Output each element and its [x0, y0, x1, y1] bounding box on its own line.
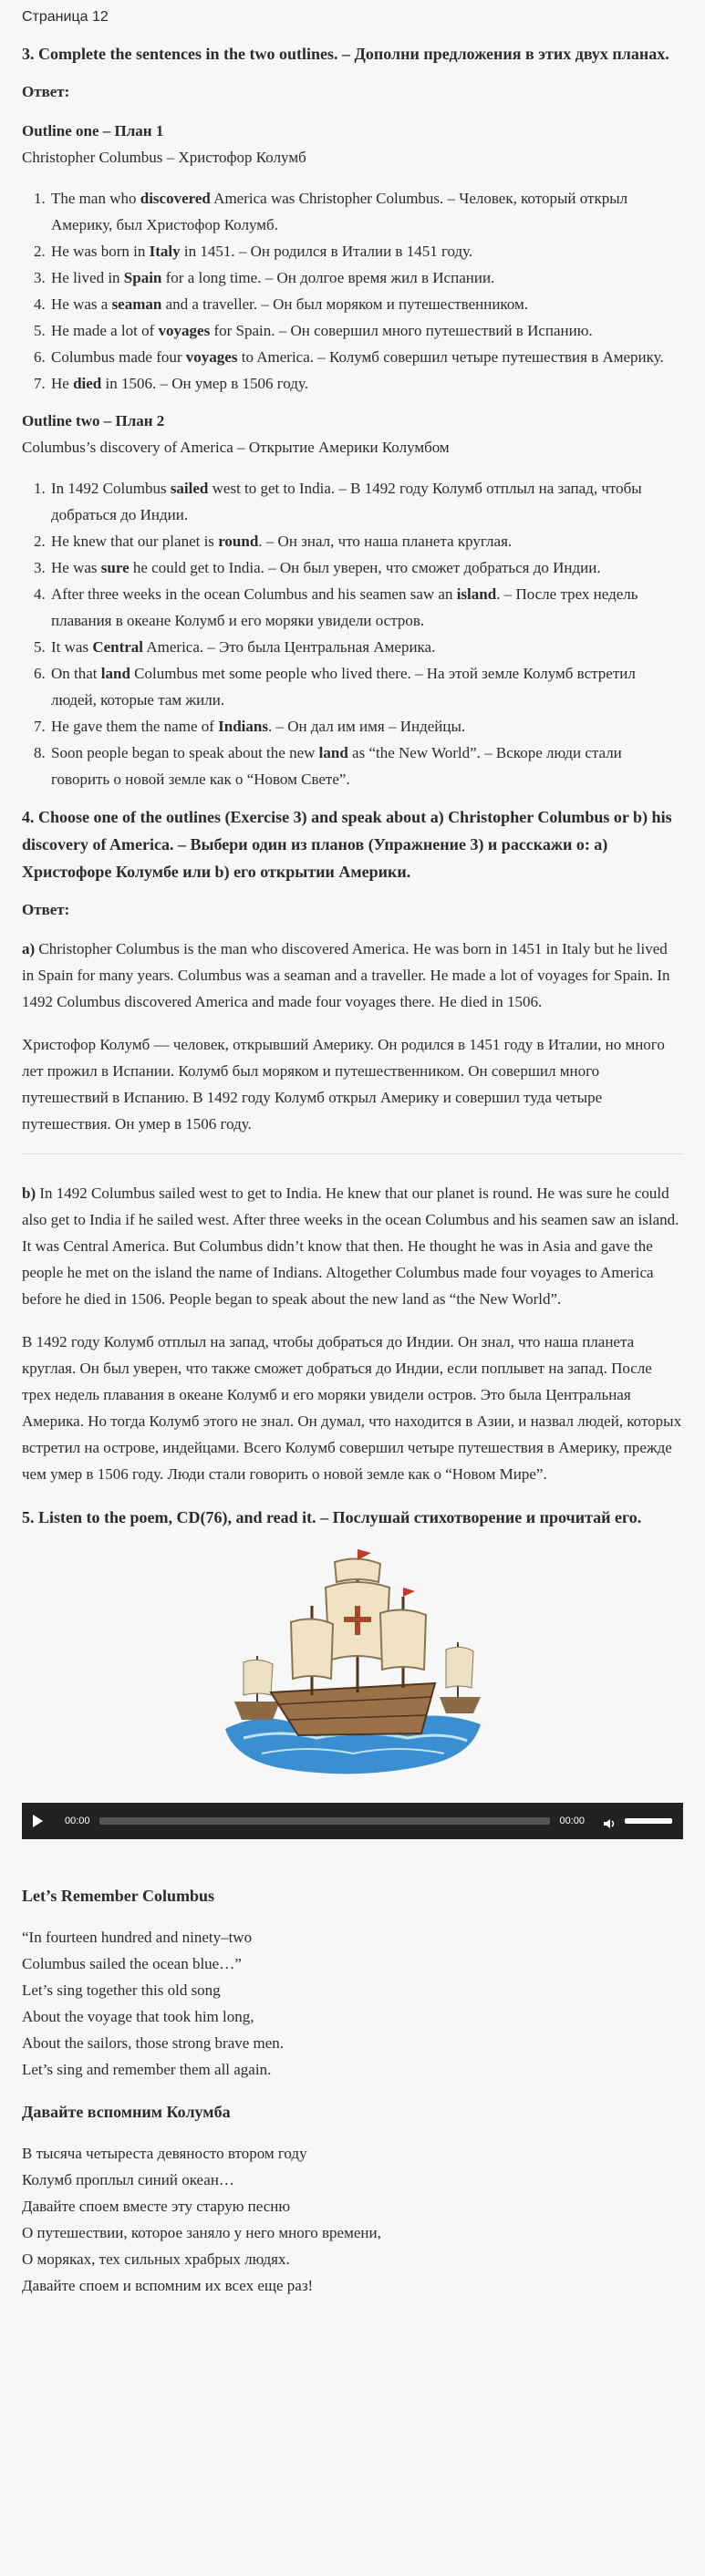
current-time: 00:00 [65, 1815, 90, 1826]
poem-line: Columbus sailed the ocean blue…” [22, 1955, 242, 1972]
poem-line: В тысяча четыреста девяносто втором году [22, 2145, 307, 2162]
answer-label: Ответ: [22, 83, 70, 100]
play-icon[interactable] [33, 1815, 43, 1827]
poem-line: Let’s sing together this old song [22, 1981, 221, 1999]
poem-english-title: Let’s Remember Columbus [22, 1887, 214, 1905]
ship-illustration [22, 1542, 683, 1788]
exercise-3-heading: 3. Complete the sentences in the two outlines. – Дополни предложения в этих двух планах. [22, 45, 669, 63]
list-item: 8. Soon people began to speak about the new land as “the New World”. – Вскоре люди стали говорить о новой земле как о “Новом Свете”. [49, 740, 683, 792]
answer-a-english: a) Christopher Columbus is the man who discovered America. He was born in 1451 in Italy but he lived in Spain for many years. Columbus was a seaman and a traveller. He made a lot of voyages for Spain. In 1492 Columbus discovered America and made four voyages there. He died in 1506. [22, 940, 670, 1010]
volume-icon[interactable] [603, 1815, 616, 1827]
outline-two-title: Outline two – План 2 [22, 412, 165, 429]
list-item: 6. On that land Columbus met some people who lived there. – На этой земле Колумб встретил людей, которые там жили. [49, 660, 683, 713]
poem-english [22, 1924, 683, 2083]
outline-one-title: Outline one – План 1 [22, 122, 164, 140]
poem-line: Давайте споем и вспомним их всех еще раз! [22, 2277, 314, 2294]
duration-time: 00:00 [559, 1815, 585, 1826]
poem-russian [22, 2140, 683, 2299]
audio-progress-bar[interactable] [99, 1817, 551, 1825]
list-item: 1. In 1492 Columbus sailed west to get to India. – В 1492 году Колумб отплыл на запад, чтобы добраться до Индии. [49, 475, 683, 528]
poem-line: “In fourteen hundred and ninety–two [22, 1929, 253, 1946]
list-item: 7. He gave them the name of Indians. – Он дал им имя – Индейцы. [49, 713, 683, 740]
page-number: Страница 12 [22, 9, 109, 25]
poem-line: О путешествии, которое заняло у него много времени, [22, 2224, 381, 2241]
exercise-5-heading: 5. Listen to the poem, CD(76), and read it. – Послушай стихотворение и прочитай его. [22, 1508, 642, 1526]
poem-line: Let’s sing and remember them all again. [22, 2061, 272, 2078]
list-item: 3. He was sure he could get to India. – Он был уверен, что сможет добраться до Индии. [49, 554, 683, 581]
list-item: 2. He was born in Italy in 1451. – Он родился в Италии в 1451 году. [49, 238, 683, 264]
list-item: 5. He made a lot of voyages for Spain. – Он совершил много путешествий в Испанию. [49, 317, 683, 344]
list-item: 1. The man who discovered America was Christopher Columbus. – Человек, который открыл Америку, был Христофор Колумб. [49, 185, 683, 238]
poem-line: Давайте споем вместе эту старую песню [22, 2198, 291, 2215]
answer-b-english: b) In 1492 Columbus sailed west to get to India. He knew that our planet is round. He was sure he could also get to India if he sailed west. After three weeks in the ocean Columbus and his seamen saw an island. It was Central America. But Columbus didn’t know that then. He thought he was in Asia and gave the people he met on the island the name of Indians. Altogether Columbus made four voyages to America before he died in 1506. People began to speak about the new land as “the New World”. [22, 1185, 679, 1308]
answer-a-russian: Христофор Колумб — человек, открывший Америку. Он родился в 1451 году в Италии, но много лет прожил в Испании. Колумб был моряком и путешественником. Он совершил много путешествий в Испанию. В 1492 году Колумб открыл Америку и совершил туда четыре путешествия. Он умер в 1506 году. [22, 1036, 665, 1133]
exercise-4-heading: 4. Choose one of the outlines (Exercise 3) and speak about a) Christopher Columbus or b) his discovery of America. – Выбери один из планов (Упражнение 3) и расскажи о: а) Христофоре Колумбе или b) его открытии Америки. [22, 808, 672, 881]
outline-two-list [22, 475, 683, 792]
list-item: 6. Columbus made four voyages to America. – Колумб совершил четыре путешествия в Америку. [49, 344, 683, 370]
list-item: 2. He knew that our planet is round. – Он знал, что наша планета круглая. [49, 528, 683, 554]
outline-one-list [22, 185, 683, 397]
poem-line: О моряках, тех сильных храбрых людях. [22, 2250, 290, 2268]
poem-line: About the sailors, those strong brave men. [22, 2034, 285, 2052]
answer-b-russian: В 1492 году Колумб отплыл на запад, чтобы добраться до Индии. Он знал, что наша планета круглая. Он был уверен, что также сможет добраться до Индии, если поплывет на запад. После трех недель плавания в океане Колумб и его моряки увидели остров. Это была Центральная Америка. Но тогда Колумб этого не знал. Он думал, что находится в Азии, и назвал людей, которых встретил на острове, индейцами. Всего Колумб совершил четыре путешествия в Америку, прежде чем умер в 1506 году. Люди стали говорить о новой земле как о “Новом Мире”. [22, 1333, 682, 1483]
poem-line: About the voyage that took him long, [22, 2008, 254, 2025]
list-item: 7. He died in 1506. – Он умер в 1506 году. [49, 370, 683, 397]
list-item: 5. It was Central America. – Это была Центральная Америка. [49, 634, 683, 660]
volume-slider[interactable] [625, 1818, 672, 1824]
outline-one-subtitle: Christopher Columbus – Христофор Колумб [22, 149, 306, 166]
audio-player [22, 1803, 683, 1839]
poem-line: Колумб проплыл синий океан… [22, 2171, 234, 2188]
ship-icon [207, 1542, 499, 1788]
answer-label: Ответ: [22, 901, 70, 918]
list-item: 4. He was a seaman and a traveller. – Он был моряком и путешественником. [49, 291, 683, 317]
poem-russian-title: Давайте вспомним Колумба [22, 2103, 231, 2121]
list-item: 4. After three weeks in the ocean Columbus and his seamen saw an island. – После трех недель плавания в океане Колумб и его моряки увидели остров. [49, 581, 683, 634]
outline-two-subtitle: Columbus’s discovery of America – Открытие Америки Колумбом [22, 439, 450, 456]
list-item: 3. He lived in Spain for a long time. – Он долгое время жил в Испании. [49, 264, 683, 291]
